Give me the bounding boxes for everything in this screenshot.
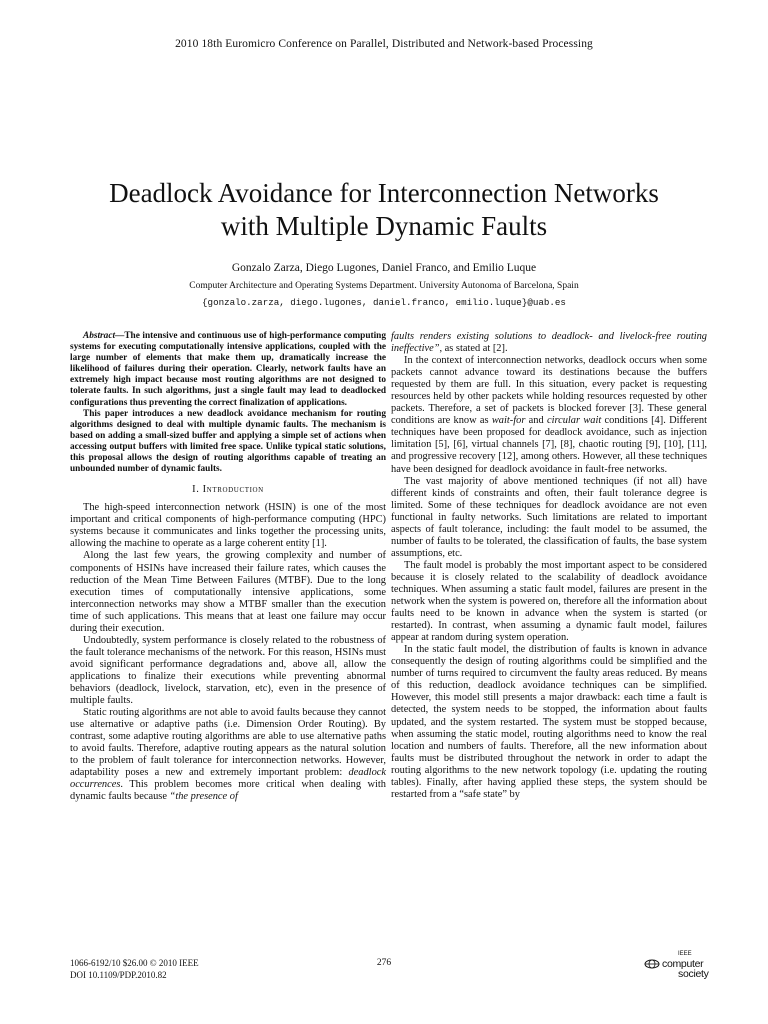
page-number: 276	[376, 958, 392, 968]
intro-paragraph-3: Undoubtedly, system performance is closely related to the robustness of the fault tolerance mechanisms of the network. For this reason, HSINs must avoid significant performance degradations and, above all, allow the applications to finalize their executions while preventing abnormal behaviors (deadlock, livelock, starvation, etc), even in the presence of multiple faults.	[70, 634, 386, 707]
section-heading-introduction	[70, 484, 386, 496]
logo-computer-text: computer	[662, 958, 704, 970]
abstract-paragraph-1: —The intensive and continuous use of high-performance computing systems for executing computationally intensive applications, coupled with the large number of elements that make them up, dramatically increase the likelihood of failures during their operation. Clearly, network faults have an extremely high impact because most routing algorithms are not designed to tolerate faults. In such algorithms, just a single fault may lead to deadlocked configurations thus preventing the correct finalization of applications.	[70, 331, 386, 408]
right-paragraph-3: The fault model is probably the most important aspect to be considered because it is closely related to the scalability of deadlock avoidance techniques. When assuming a static fault model, failures are present in the network when the system is powered on, therefore all the information about faults need to be known in advance when the system is started (or restarted). In contrast, when assuming a dynamic fault model, failures appear at random during system operation.	[391, 559, 707, 644]
right-paragraph-4: In the static fault model, the distribution of faults is known in advance consequently the design of routing algorithms could be simplified and the number of turns required to circumvent the faulty areas reduced. By means of this reduction, deadlock avoidance techniques can be simplified. However, this model still presents a major drawback: each time a fault is detected, the system needs to be stopped, the information about faults updated, and the system restarted. The system must be stopped because, when assuming the static model, routing algorithms need to know the real location and numbers of faults. Therefore, all the new information about faults must be distributed throughout the network in order to adapt the routing algorithms to the new network topology (i.e. updating the routing tables). Finally, after having applied these steps, the system should be restarted from a “safe state” by	[391, 644, 707, 800]
logo-society-text: society	[678, 968, 709, 980]
intro-p4-emphasis: deadlock occurrences	[70, 767, 386, 791]
intro-p4-tail: . This problem becomes more critical when dealing with dynamic faults because	[70, 779, 386, 803]
conference-header: 2010 18th Euromicro Conference on Parallel, Distributed and Network-based Processing	[175, 38, 593, 50]
right-p1-b: conditions [4]. Different techniques have been proposed for deadlock avoidance, such as injection limitation [5], [6], virtual channels [7], [8], chaotic routing [9], [10], [11], and progressive recovery [12], among others. However, all these techniques have been designed for deadlock avoidance in fault-free networks.	[391, 415, 707, 475]
abstract	[70, 331, 386, 475]
intro-p4-quote: “the presence of	[169, 791, 238, 803]
title-line-2: with Multiple Dynamic Faults	[220, 211, 548, 241]
paper-title	[40, 177, 728, 243]
right-paragraph-2: The vast majority of above mentioned techniques (if not all) have different kinds of constraints and often, their fault tolerance degree is limited. Some of these techniques for deadlock avoidance are not even functional in faulty networks. Such limitations are related to important aspects of fault tolerance, including: the fault model to be assumed, the number of faults to be tolerated, the classification of faults, the base system assumptions, etc.	[391, 475, 707, 559]
continuation-tail: , as stated at [2].	[439, 343, 508, 355]
right-p1-and: and	[525, 415, 547, 427]
ieee-computer-society-logo	[640, 951, 718, 984]
right-continuation	[391, 331, 707, 355]
right-p1-a: In the context of interconnection networks, deadlock occurs when some packets cannot advance toward its destinations because the buffers requested by them are full. In this situation, every packet is requesting resources held by other packets while holding resources requested by other packets. Therefore, a set of packets is blocked forever [3]. These general conditions are know as	[391, 355, 707, 427]
intro-paragraph-1: The high-speed interconnection network (HSIN) is one of the most important and critical components of high-performance computing (HPC) systems because it communicates and links together the processing units, allowing the machine to operate as a large coherent entity [1].	[70, 502, 386, 550]
section-number: I.	[192, 484, 200, 496]
section-title: Introduction	[202, 484, 264, 496]
continuation-quote: faults renders existing solutions to deadlock- and livelock-free routing ineffective”	[391, 331, 707, 355]
abstract-label: Abstract	[83, 331, 116, 341]
left-column	[70, 331, 386, 803]
right-paragraph-1	[391, 355, 707, 475]
footer-doi: DOI 10.1109/PDP.2010.82	[70, 969, 167, 980]
right-p1-wait-for: wait-for	[491, 415, 526, 427]
title-line-1: Deadlock Avoidance for Interconnection Networks	[109, 178, 659, 208]
intro-paragraph-4	[70, 707, 386, 803]
affiliation: Computer Architecture and Operating Systems Department. University Autonoma of Barcelona, Spain	[189, 281, 579, 291]
author-emails: {gonzalo.zarza, diego.lugones, daniel.franco, emilio.luque}@uab.es	[202, 297, 566, 308]
author-list: Gonzalo Zarza, Diego Lugones, Daniel Franco, and Emilio Luque	[231, 262, 537, 274]
abstract-paragraph-2: This paper introduces a new deadlock avoidance mechanism for routing algorithms designed to deal with multiple dynamic faults. The mechanism is based on adding a small-sized buffer and applying a simple set of actions when accessing output buffers with limited free space. Unlike typical static solutions, this proposal allows the design of routing algorithms capable of treating an unbounded number of dynamic faults.	[70, 408, 386, 475]
right-column	[391, 331, 707, 801]
intro-p4-text: Static routing algorithms are not able to avoid faults because they cannot use alternative or adaptive paths (i.e. Dimension Order Routing). By contrast, some adaptive routing algorithms are able to use alternative paths to avoid faults. Therefore, adaptive routing appears as the natural solution to the problem of fault tolerance for interconnection networks. However, adaptability poses a new and extremely important problem:	[70, 707, 386, 779]
globe-icon	[644, 959, 660, 969]
right-p1-circular-wait: circular wait	[546, 415, 602, 427]
logo-ieee-text: IEEE	[678, 951, 692, 957]
intro-paragraph-2: Along the last few years, the growing complexity and number of components of HSINs have increased their failure rates, which causes the reduction of the Mean Time Between Failures (MTBF). Due to the long execution times of computationally intensive applications, some interconnection networks may show a MTBF smaller than the execution time of such applications. This means that at least one failure may occur during their execution.	[70, 550, 386, 634]
footer-price-line: 1066-6192/10 $26.00 © 2010 IEEE	[70, 958, 199, 968]
